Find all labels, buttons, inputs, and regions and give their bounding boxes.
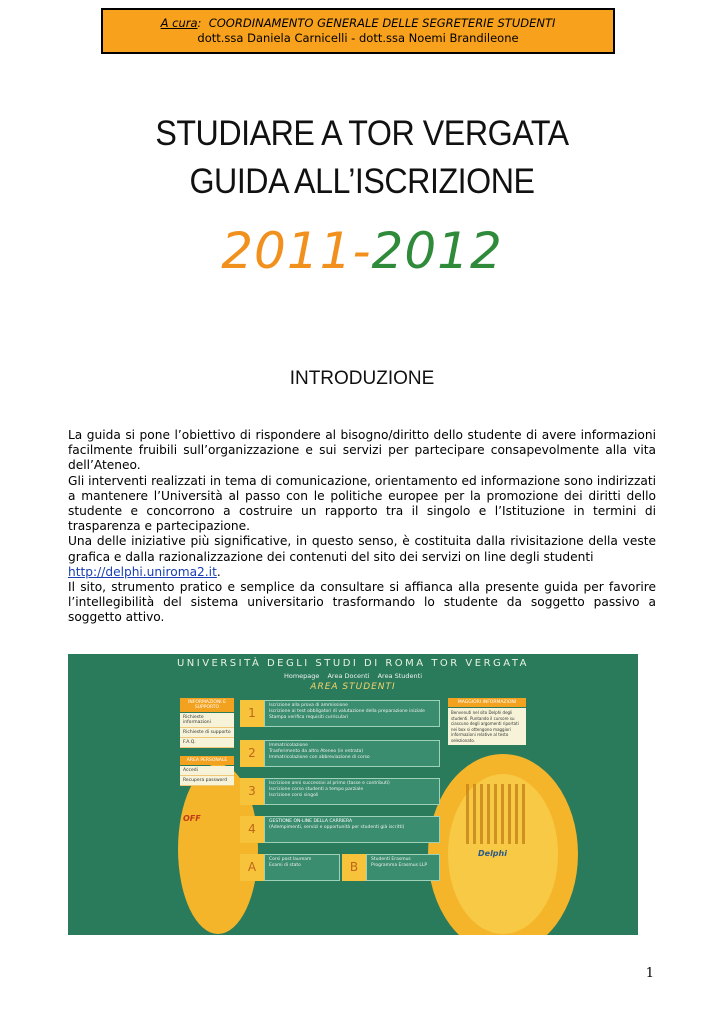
delphi-site-screenshot — [68, 654, 638, 935]
nav-area-docenti: Area Docenti — [327, 672, 370, 680]
personal-item-2: Recupera password — [180, 776, 234, 786]
intro-heading: INTRODUZIONE — [289, 368, 435, 389]
intro-paragraph-2: Gli interventi realizzati in tema di comunicazione, orientamento ed informazione sono indirizzati a mantenere l’Università al passo con le politiche europee per la promozione dei diritti dello studente e concorrono a costruire un rapporto tra il singolo e l’Istituzione in termini di trasparenza e partecipazione. — [68, 473, 656, 534]
step-number: 1 — [240, 700, 264, 727]
step-box-b: Studenti Erasmus Programma Erasmus LLP — [366, 854, 440, 881]
title-line-1: STUDIARE A TOR VERGATA — [155, 114, 569, 153]
delphi-logo: Delphi — [478, 849, 507, 858]
step-letter-b: B — [342, 854, 366, 881]
column-graphic — [466, 784, 526, 844]
site-nav — [68, 672, 638, 680]
intro-body — [68, 428, 656, 626]
delphi-link[interactable]: http://delphi.uniroma2.it — [68, 564, 217, 579]
left-panel — [180, 698, 234, 786]
acura-label: A cura — [160, 16, 198, 30]
left-item-2: Richieste di supporto — [180, 728, 234, 738]
nav-area-studenti: Area Studenti — [377, 672, 423, 680]
university-banner: UNIVERSITÀ DEGLI STUDI DI ROMA TOR VERGATA — [176, 658, 530, 669]
right-panel — [448, 698, 526, 745]
intro-paragraph-4: Il sito, strumento pratico e semplice da consultare si affianca alla presente guida per favorire l’intellegibilità del sistema universitario trasformando lo studente da soggetto passivo a soggetto attivo. — [68, 580, 656, 625]
step-number: 4 — [240, 816, 264, 843]
step-box: GESTIONE ON-LINE DELLA CARRIERA (Adempimenti, servizi e opportunità per studenti già iscritti) — [264, 816, 440, 843]
header-box — [101, 8, 615, 54]
step-box-a: Corsi post lauream Esami di stato — [264, 854, 340, 881]
header-coordination-line: A cura: COORDINAMENTO GENERALE DELLE SEGRETERIE STUDENTI — [160, 16, 556, 30]
intro-paragraph-1: La guida si pone l’obiettivo di rispondere al bisogno/diritto dello studente di avere informazioni facilmente fruibili sull’organizzazione e sui servizi per partecipare consapevolmente alla vita dell’Ateneo. — [68, 428, 656, 473]
info-support-title: INFORMAZIONI E SUPPORTO — [180, 698, 234, 712]
year-start: 2011 — [221, 222, 353, 280]
more-info-title: MAGGIORI INFORMAZIONI — [448, 698, 526, 707]
nav-homepage: Homepage — [283, 672, 320, 680]
academic-year: 2011-2012 — [221, 222, 503, 280]
header-authors: dott.ssa Daniela Carnicelli - dott.ssa Noemi Brandileone — [197, 31, 519, 45]
left-item-3: F.A.Q. — [180, 738, 234, 748]
step-number: 2 — [240, 740, 264, 767]
title-line-2: GUIDA ALL’ISCRIZIONE — [189, 162, 535, 201]
step-box: Iscrizione alla prova di ammissione Iscrizione ai test obbligatori di valutazione della preparazione iniziale Stampa verifica requisiti curriculari — [264, 700, 440, 727]
decorative-circle-right — [428, 754, 578, 935]
coordination-text: COORDINAMENTO GENERALE DELLE SEGRETERIE STUDENTI — [208, 16, 556, 30]
more-info-text: Benvenuti nel sito Delphi degli studenti. Puntando il cursore su ciascuno degli argomenti riportati nei box si ottengono maggiori informazioni relative al testo selezionato. — [448, 708, 526, 745]
page-number: 1 — [645, 966, 654, 981]
step-letter-a: A — [240, 854, 264, 881]
step-box: Iscrizione anni successivi al primo (tasse e contributi) Iscrizione corso studenti a tempo parziale Iscrizione corsi singoli — [264, 778, 440, 805]
step-number: 3 — [240, 778, 264, 805]
step-box: Immatricolazione Trasferimento da altro Ateneo (in entrata) Immatricolazione con abbreviazione di corso — [264, 740, 440, 767]
off-logo: OFF — [183, 814, 201, 823]
intro-paragraph-3: Una delle iniziative più significative, in questo senso, è costituita dalla rivisitazione della veste grafica e dalla razionalizzazione dei contenuti del sito dei servizi on line degli studenti http://delphi.uniroma2.it. — [68, 534, 656, 579]
personal-area-title: AREA PERSONALE — [180, 756, 234, 765]
area-studenti-title: AREA STUDENTI — [310, 682, 396, 692]
left-item-1: Richieste informazioni — [180, 713, 234, 728]
year-end: 2012 — [371, 222, 503, 280]
personal-item-1: Accedi — [180, 766, 234, 776]
